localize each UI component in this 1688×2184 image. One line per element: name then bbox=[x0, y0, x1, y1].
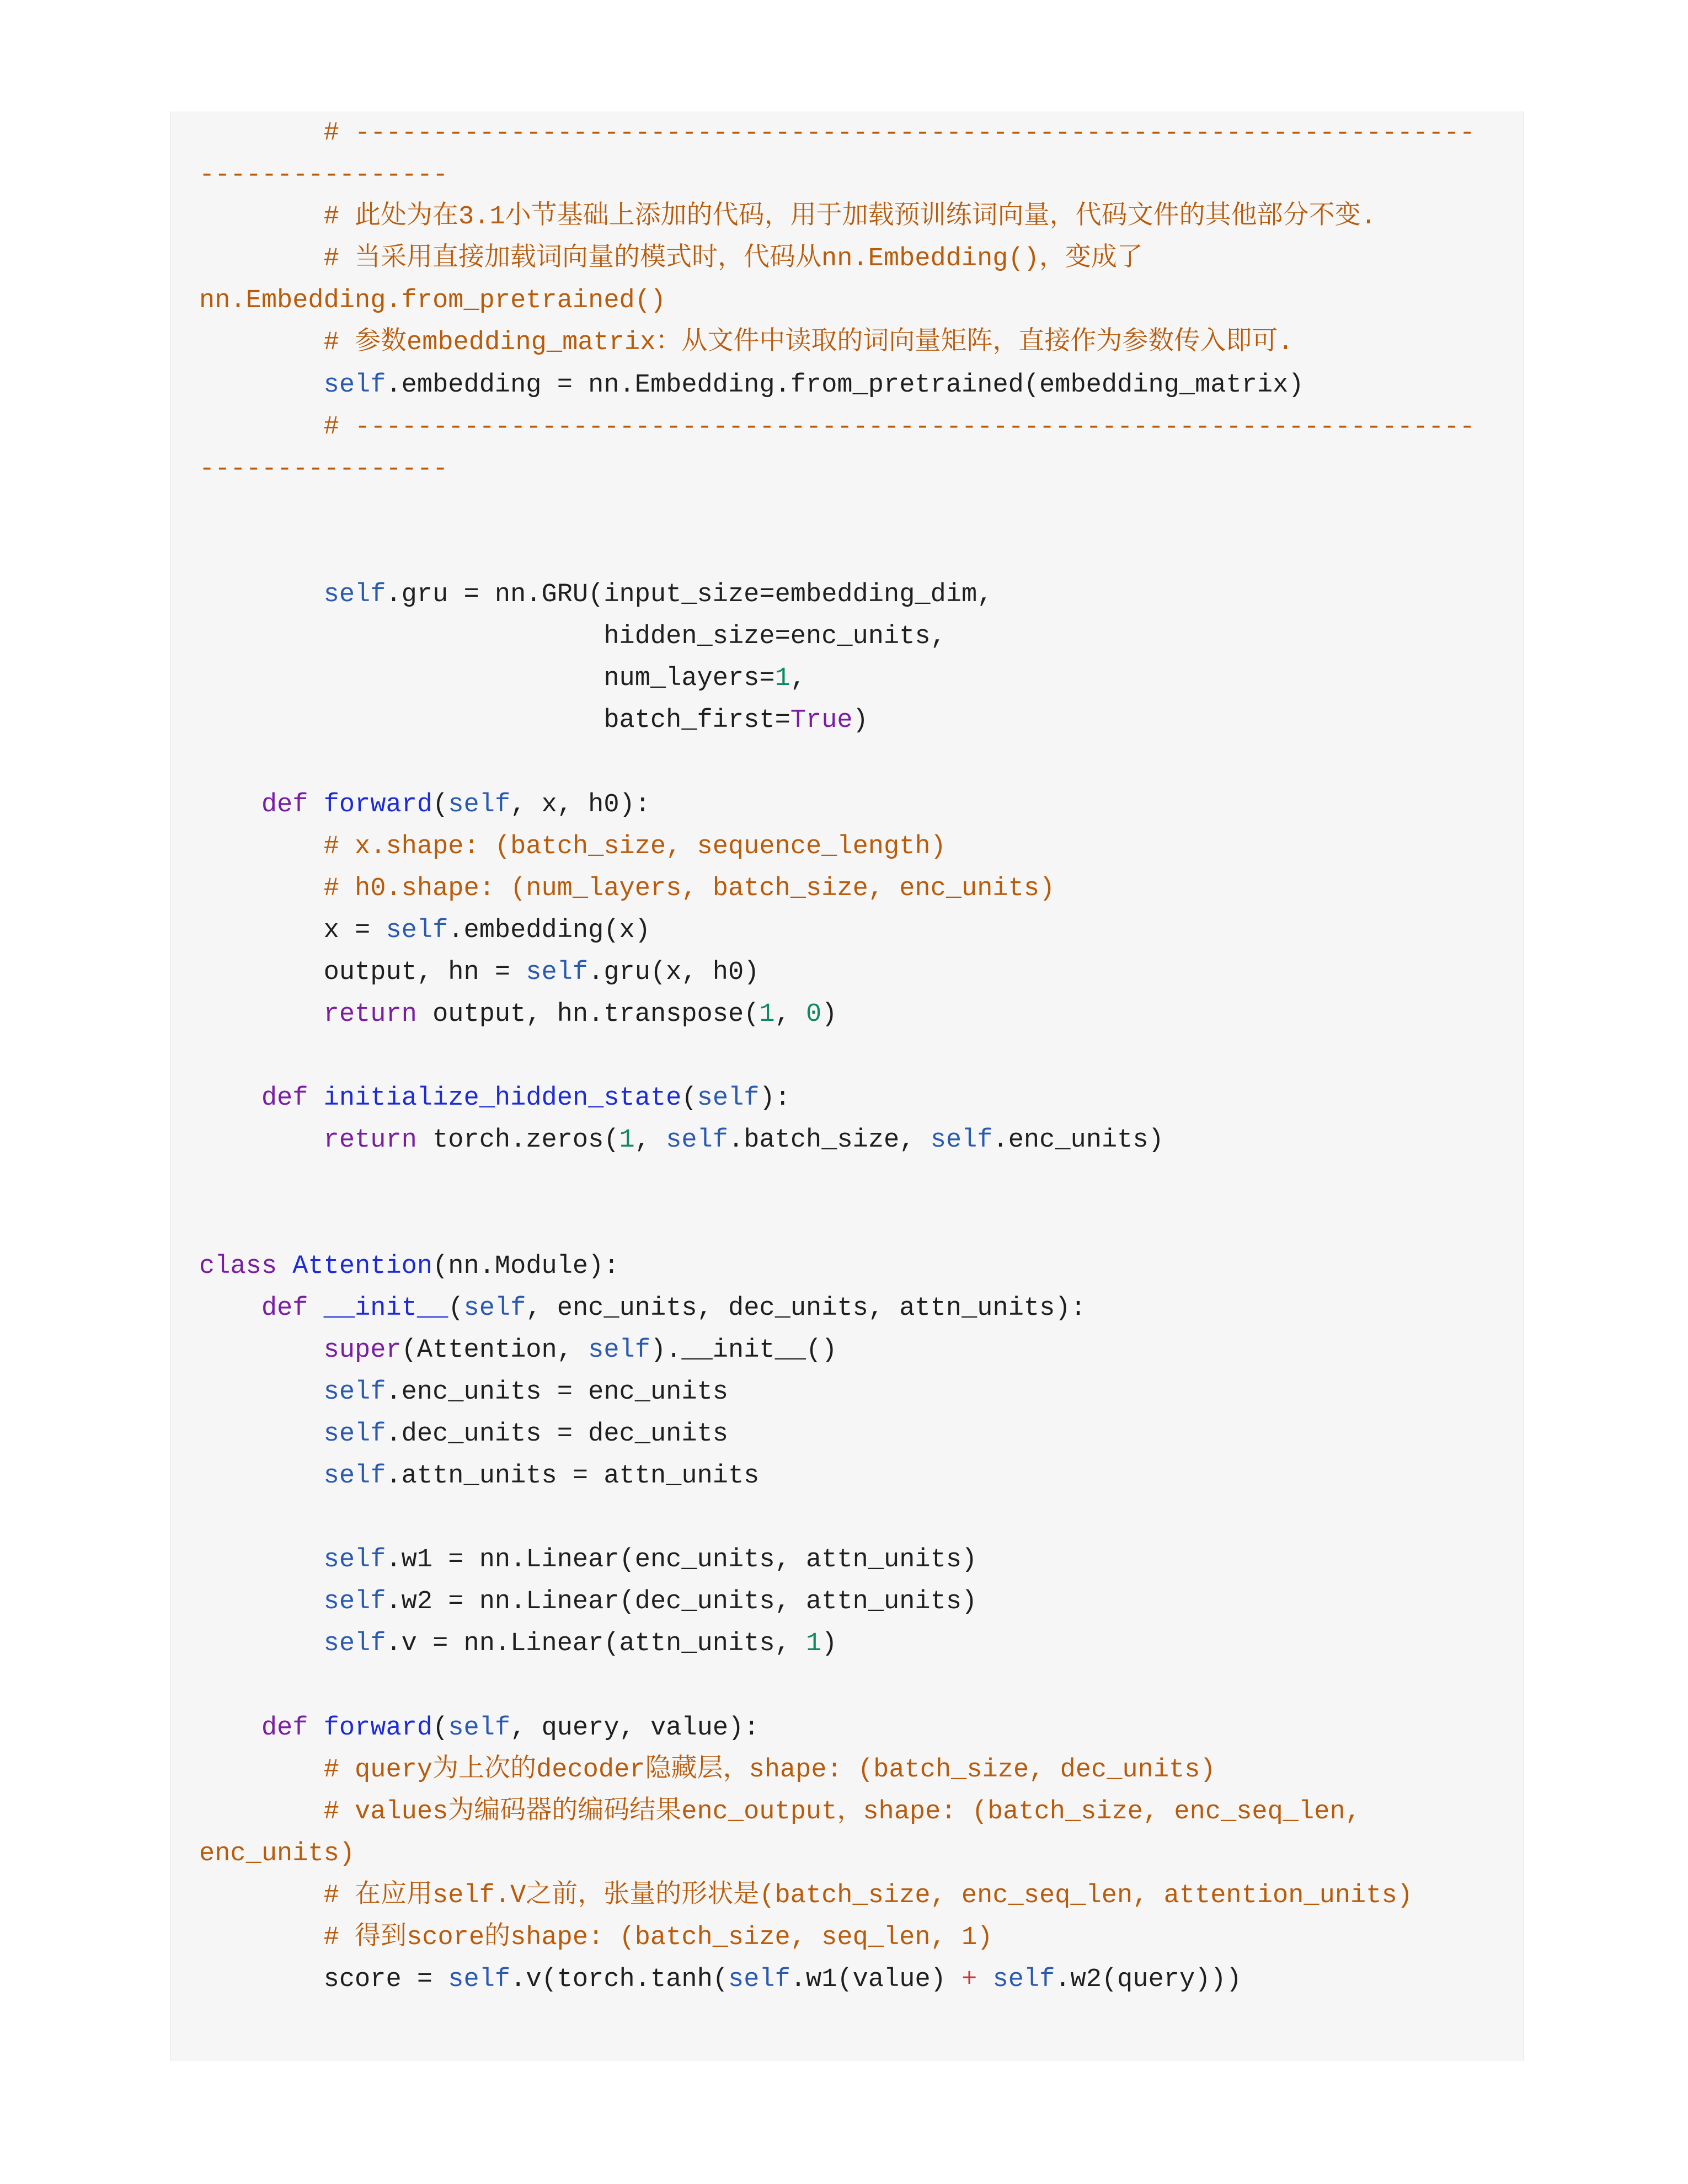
code-line: def forward(self, x, h0): bbox=[261, 790, 650, 820]
code-line bbox=[199, 490, 1475, 532]
code-line bbox=[199, 1203, 1475, 1245]
code-line: x = self.embedding(x) bbox=[199, 916, 650, 945]
code-line: # 此处为在3.1小节基础上添加的代码，用于加载预训练词向量，代码文件的其他部分不变. bbox=[199, 202, 1376, 232]
code-line: ---------------- bbox=[199, 454, 448, 484]
code-line: def initialize_hidden_state(self): bbox=[261, 1084, 790, 1114]
code-line: self.embedding = nn.Embedding.from_pretrained(embedding_matrix) bbox=[323, 370, 1304, 400]
code-line: self.w1 = nn.Linear(enc_units, attn_units) bbox=[323, 1545, 977, 1575]
code-line: score = self.v(torch.tanh(self.w1(value) + self.w2(query))) bbox=[199, 1965, 1242, 1995]
code-line bbox=[199, 532, 1475, 574]
code-line: super(Attention, self).__init__() bbox=[323, 1335, 837, 1365]
code-line: # 在应用self.V之前，张量的形状是(batch_size, enc_seq_len, attention_units) bbox=[199, 1881, 1413, 1910]
code-line: self.v = nn.Linear(attn_units, 1) bbox=[323, 1629, 837, 1659]
code-line: enc_units) bbox=[199, 1839, 355, 1869]
code-line: self.dec_units = dec_units bbox=[323, 1419, 728, 1449]
code-lines bbox=[199, 108, 1475, 2001]
code-line: self.attn_units = attn_units bbox=[323, 1462, 760, 1491]
code-line: # 当采用直接加载词向量的模式时，代码从nn.Embedding()，变成了 bbox=[199, 244, 1143, 274]
code-line: ---------------- bbox=[199, 160, 448, 190]
code-line: self.gru = nn.GRU(input_size=embedding_dim, bbox=[323, 580, 993, 610]
code-line: # values为编码器的编码结果enc_output，shape: (batch_size, enc_seq_len, bbox=[199, 1797, 1361, 1827]
code-line: self.enc_units = enc_units bbox=[323, 1377, 728, 1407]
code-line bbox=[199, 1036, 1475, 1078]
code-line: return torch.zeros(1, self.batch_size, self.enc_units) bbox=[323, 1126, 1164, 1155]
code-line: # h0.shape: (num_layers, batch_size, enc_units) bbox=[199, 874, 1055, 903]
code-line: # ------------------------------------------------------------------------ bbox=[199, 119, 1475, 148]
code-line: self.w2 = nn.Linear(dec_units, attn_units) bbox=[323, 1587, 977, 1617]
code-line: hidden_size=enc_units, bbox=[199, 622, 946, 652]
code-line: return output, hn.transpose(1, 0) bbox=[323, 999, 837, 1029]
code-line: nn.Embedding.from_pretrained() bbox=[199, 286, 666, 316]
code-line: def __init__(self, enc_units, dec_units, attn_units): bbox=[261, 1293, 1086, 1323]
code-line: # 得到score的shape: (batch_size, seq_len, 1) bbox=[199, 1923, 993, 1953]
code-line: batch_first=True) bbox=[199, 706, 868, 736]
code-line: output, hn = self.gru(x, h0) bbox=[199, 957, 760, 987]
code-line: def forward(self, query, value): bbox=[261, 1713, 760, 1743]
code-line: # x.shape: (batch_size, sequence_length) bbox=[199, 832, 946, 861]
code-line: # ------------------------------------------------------------------------ bbox=[199, 412, 1475, 442]
code-line bbox=[199, 1665, 1475, 1707]
code-line: class Attention(nn.Module): bbox=[199, 1251, 619, 1281]
code-line: # query为上次的decoder隐藏层，shape: (batch_size, dec_units) bbox=[199, 1755, 1216, 1785]
code-line: num_layers=1, bbox=[199, 664, 806, 694]
code-line bbox=[199, 742, 1475, 784]
code-line bbox=[199, 1161, 1475, 1203]
code-line: # 参数embedding_matrix：从文件中读取的词向量矩阵，直接作为参数传入即可. bbox=[199, 328, 1294, 358]
code-line bbox=[199, 1497, 1475, 1539]
code-block bbox=[170, 111, 1524, 2061]
